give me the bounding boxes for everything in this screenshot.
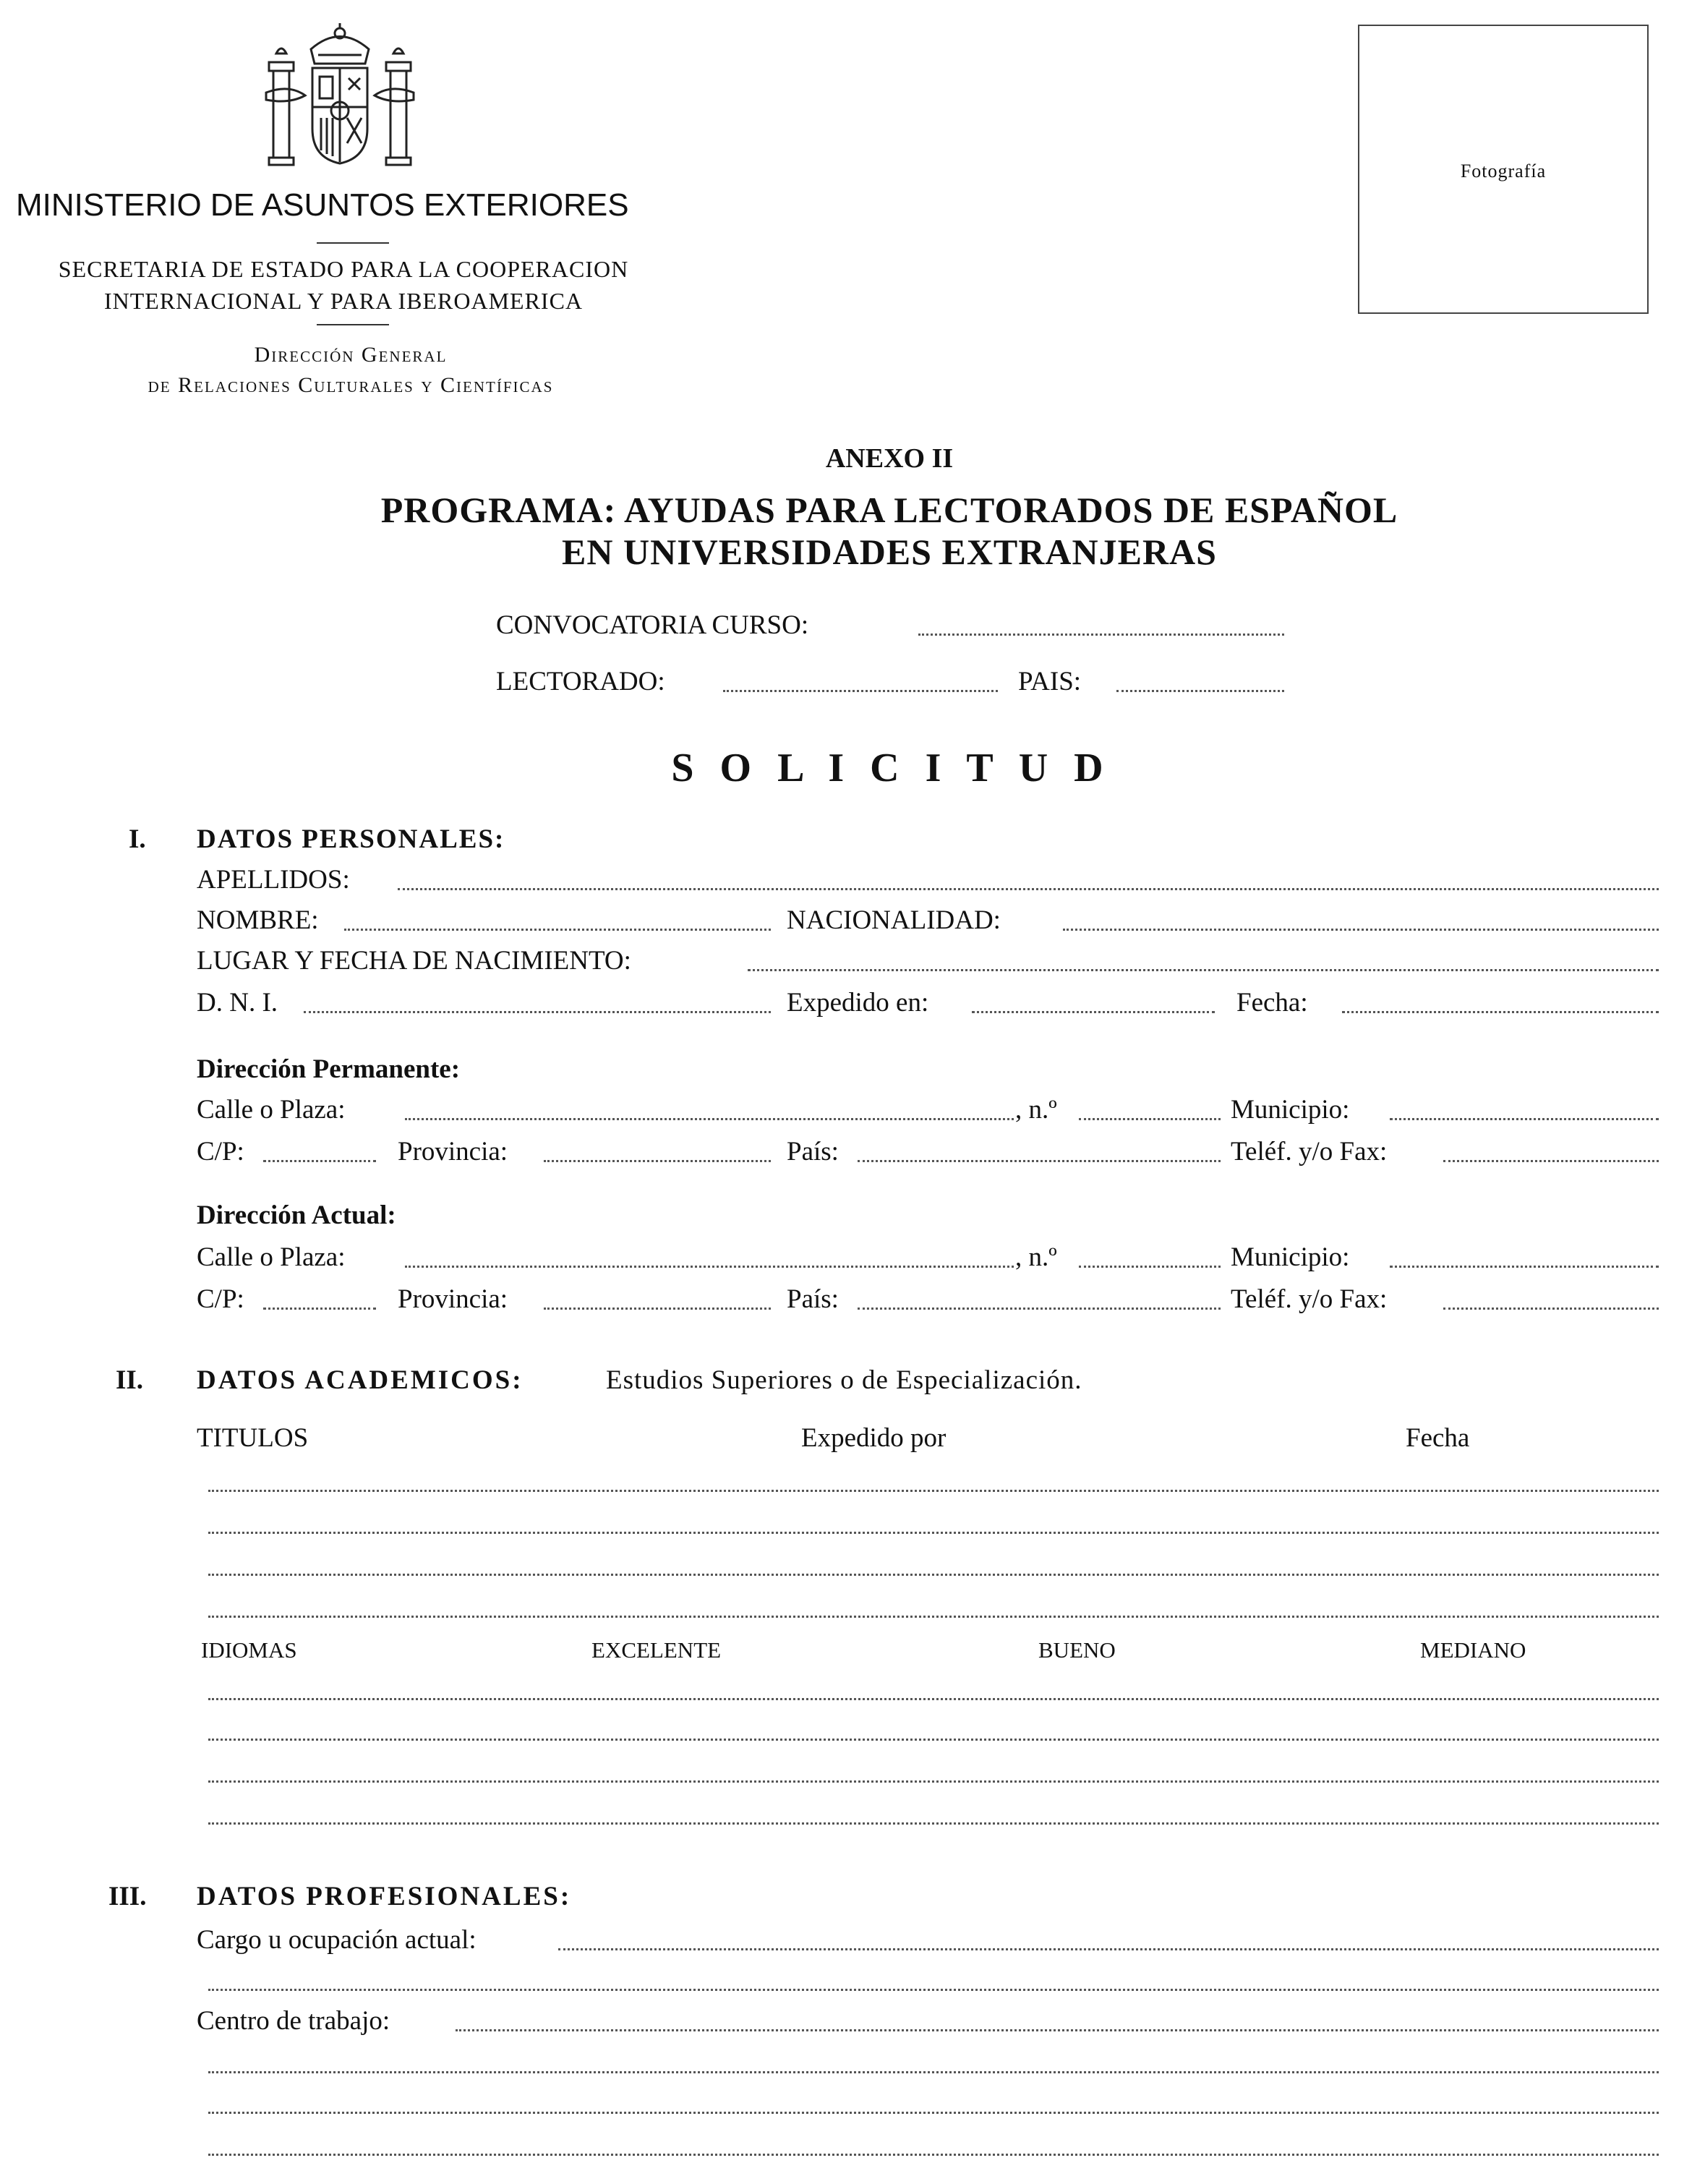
perm-municipio-label: Municipio:	[1231, 1095, 1350, 1125]
idiomas-row[interactable]	[208, 1780, 1659, 1783]
act-provincia-field[interactable]	[544, 1308, 771, 1310]
fecha-label: Fecha:	[1236, 988, 1308, 1018]
perm-numero-field[interactable]	[1079, 1118, 1221, 1120]
idiomas-row[interactable]	[208, 1698, 1659, 1700]
header-divider	[317, 242, 389, 244]
act-municipio-label: Municipio:	[1231, 1242, 1350, 1272]
direccion-line-2: de Relaciones Culturales y Científicas	[148, 373, 554, 397]
program-title	[0, 489, 1692, 573]
perm-provincia-label: Provincia:	[398, 1137, 508, 1166]
perm-calle-field[interactable]	[405, 1118, 1014, 1120]
apellidos-field[interactable]	[398, 888, 1659, 890]
nacionalidad-label: NACIONALIDAD:	[787, 905, 1001, 935]
perm-telef-label: Teléf. y/o Fax:	[1231, 1137, 1388, 1166]
dni-field[interactable]	[304, 1011, 771, 1013]
lugar-fecha-field[interactable]	[748, 969, 1659, 971]
perm-pais-label: País:	[787, 1137, 839, 1166]
centro-label: Centro de trabajo:	[197, 2006, 390, 2036]
act-municipio-field[interactable]	[1390, 1266, 1659, 1268]
nombre-field[interactable]	[344, 929, 771, 931]
section-2-number: II.	[116, 1365, 144, 1395]
titulos-row[interactable]	[208, 1574, 1659, 1576]
lectorado-field[interactable]	[723, 690, 998, 692]
centro-row[interactable]	[208, 2112, 1659, 2114]
expedido-en-label: Expedido en:	[787, 988, 929, 1018]
centro-row[interactable]	[208, 2154, 1659, 2156]
lectorado-label: LECTORADO:	[496, 667, 665, 696]
titulos-row[interactable]	[208, 1532, 1659, 1534]
perm-cp-field[interactable]	[263, 1160, 376, 1162]
section-3-title: DATOS PROFESIONALES:	[197, 1882, 572, 1911]
section-1-title: DATOS PERSONALES:	[197, 824, 505, 854]
dni-label: D. N. I.	[197, 988, 278, 1018]
act-cp-field[interactable]	[263, 1308, 376, 1310]
perm-provincia-field[interactable]	[544, 1160, 771, 1162]
cargo-field[interactable]	[558, 1948, 1659, 1950]
section-1-number: I.	[129, 824, 146, 854]
convocatoria-field[interactable]	[918, 634, 1284, 636]
pais-field[interactable]	[1116, 690, 1284, 692]
header-divider	[317, 324, 389, 325]
ministry-name: MINISTERIO DE ASUNTOS EXTERIORES	[16, 187, 629, 223]
cargo-label: Cargo u ocupación actual:	[197, 1925, 477, 1955]
section-3-number: III.	[108, 1882, 147, 1911]
section-2-title: DATOS ACADEMICOS:	[197, 1365, 524, 1395]
act-cp-label: C/P:	[197, 1284, 244, 1314]
col-excelente: EXCELENTE	[591, 1637, 722, 1663]
expedido-en-field[interactable]	[972, 1011, 1215, 1013]
direccion-line-1: Dirección General	[254, 343, 448, 367]
act-provincia-label: Provincia:	[398, 1284, 508, 1314]
perm-cp-label: C/P:	[197, 1137, 244, 1166]
nacionalidad-field[interactable]	[1063, 929, 1659, 931]
cargo-row[interactable]	[208, 1989, 1659, 1991]
dir-permanente-heading: Dirección Permanente:	[197, 1054, 461, 1084]
program-title-line-2: EN UNIVERSIDADES EXTRANJERAS	[562, 532, 1217, 572]
nombre-label: NOMBRE:	[197, 905, 319, 935]
idiomas-row[interactable]	[208, 1822, 1659, 1825]
col-fecha: Fecha	[1406, 1423, 1470, 1453]
act-numero-field[interactable]	[1079, 1266, 1221, 1268]
titulos-row[interactable]	[208, 1616, 1659, 1618]
act-calle-label: Calle o Plaza:	[197, 1242, 346, 1272]
perm-municipio-field[interactable]	[1390, 1118, 1659, 1120]
coat-of-arms-icon	[260, 20, 419, 172]
photo-box[interactable]	[1358, 25, 1649, 314]
act-numero-label: , n.º	[1015, 1242, 1057, 1272]
apellidos-label: APELLIDOS:	[197, 865, 350, 895]
col-expedido-por: Expedido por	[801, 1423, 947, 1453]
act-telef-field[interactable]	[1443, 1308, 1659, 1310]
fecha-field[interactable]	[1342, 1011, 1659, 1013]
perm-pais-field[interactable]	[858, 1160, 1221, 1162]
secretaria-line-1: SECRETARIA DE ESTADO PARA LA COOPERACION	[58, 256, 629, 282]
act-pais-label: País:	[787, 1284, 839, 1314]
program-title-line-1: PROGRAMA: AYUDAS PARA LECTORADOS DE ESPAÑOL	[380, 490, 1398, 530]
annex-title: ANEXO II	[825, 443, 954, 474]
centro-field[interactable]	[456, 2029, 1659, 2031]
pais-label: PAIS:	[1018, 667, 1082, 696]
secretaria-line-2: INTERNACIONAL Y PARA IBEROAMERICA	[103, 288, 584, 314]
dir-actual-heading: Dirección Actual:	[197, 1200, 396, 1230]
col-bueno: BUENO	[1038, 1637, 1116, 1663]
col-mediano: MEDIANO	[1420, 1637, 1526, 1663]
idiomas-row[interactable]	[208, 1739, 1659, 1741]
section-2-subtitle: Estudios Superiores o de Especialización.	[606, 1365, 1082, 1395]
col-titulos: TITULOS	[197, 1423, 309, 1453]
act-pais-field[interactable]	[858, 1308, 1221, 1310]
centro-row[interactable]	[208, 2071, 1659, 2073]
perm-numero-label: , n.º	[1015, 1095, 1057, 1125]
lugar-fecha-label: LUGAR Y FECHA DE NACIMIENTO:	[197, 946, 631, 976]
perm-calle-label: Calle o Plaza:	[197, 1095, 346, 1125]
perm-telef-field[interactable]	[1443, 1160, 1659, 1162]
convocatoria-label: CONVOCATORIA CURSO:	[496, 610, 809, 640]
titulos-row[interactable]	[208, 1490, 1659, 1492]
col-idiomas: IDIOMAS	[201, 1637, 297, 1663]
photo-label: Fotografía	[1460, 161, 1547, 182]
solicitud-title: S O L I C I T U D	[671, 746, 1108, 790]
act-calle-field[interactable]	[405, 1266, 1014, 1268]
act-telef-label: Teléf. y/o Fax:	[1231, 1284, 1388, 1314]
